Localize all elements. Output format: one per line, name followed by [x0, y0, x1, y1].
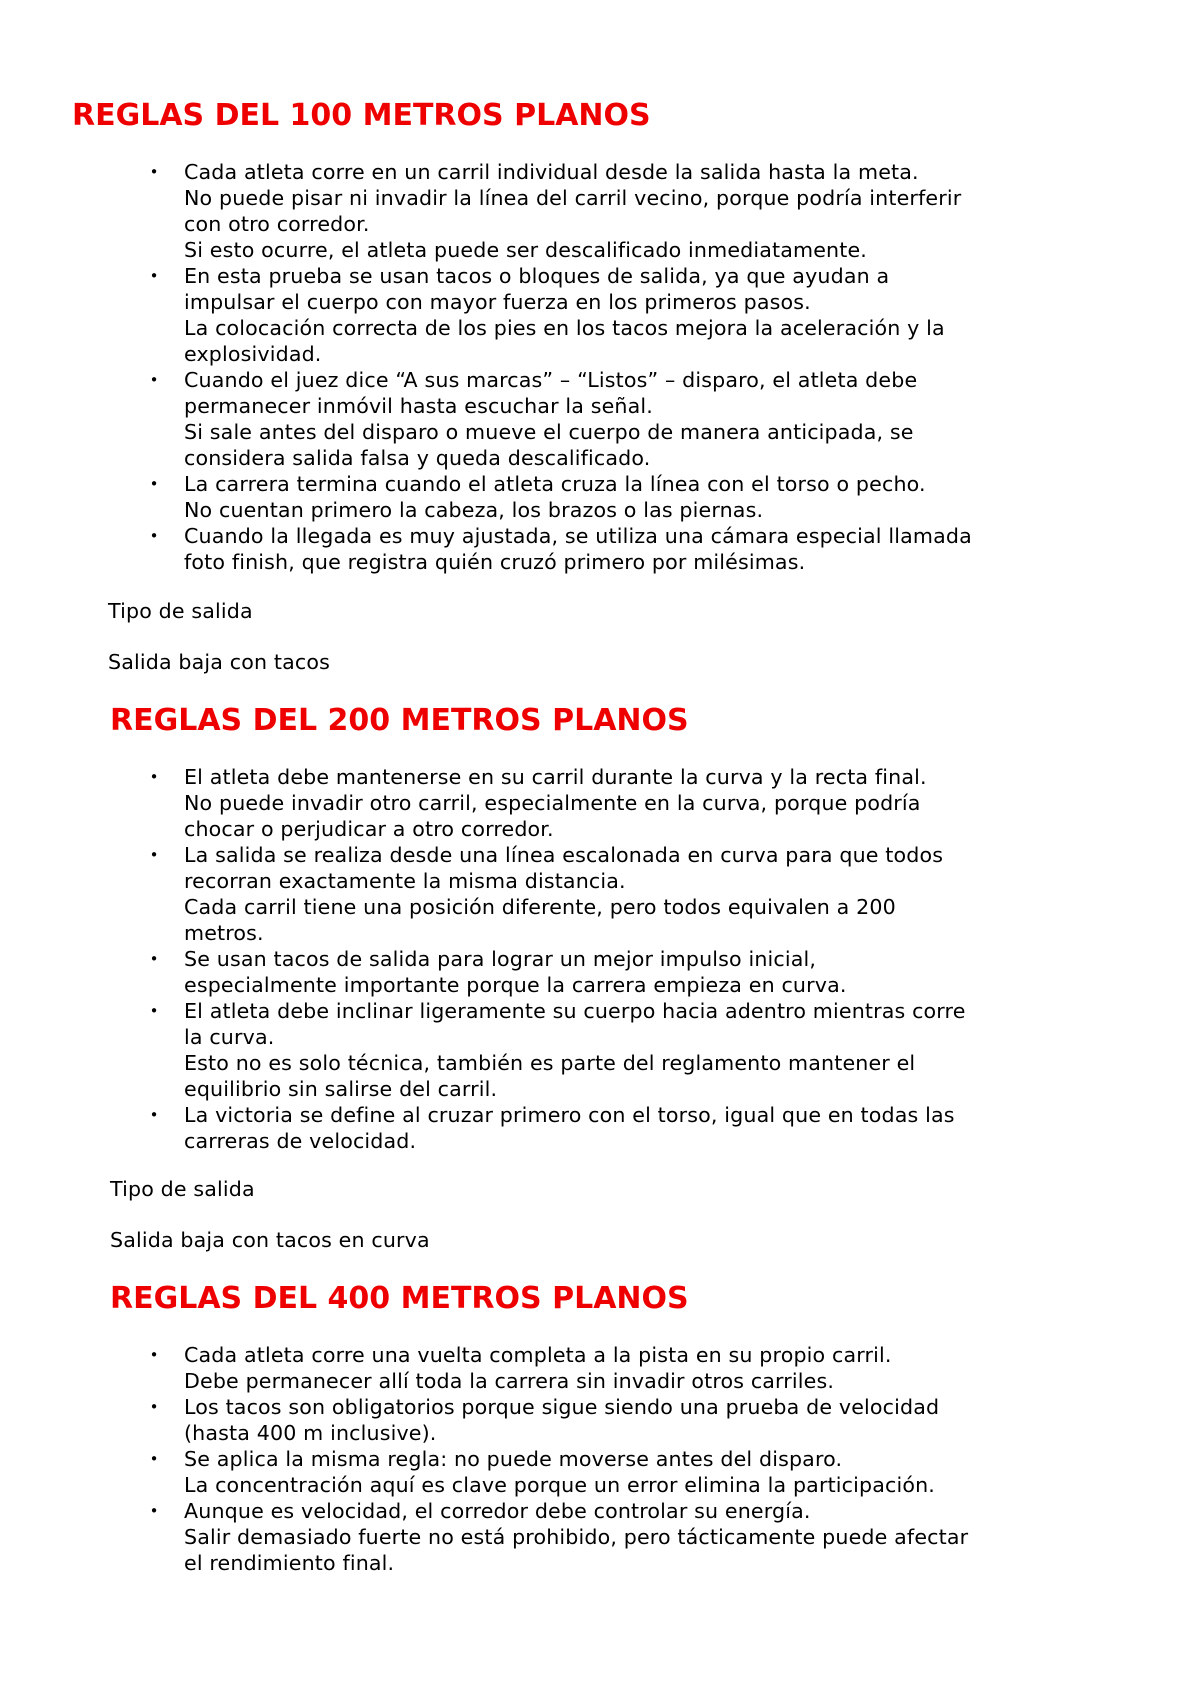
list-item-line: Cuando la llegada es muy ajustada, se utiliza una cámara especial llamada	[184, 524, 972, 548]
list-item-line: Esto no es solo técnica, también es parte del reglamento mantener el	[184, 1051, 916, 1075]
bullet-icon: •	[149, 475, 159, 493]
list-item-line: Los tacos son obligatorios porque sigue siendo una prueba de velocidad	[184, 1395, 940, 1419]
bullet-icon: •	[149, 1502, 159, 1520]
list-item-line: Cuando el juez dice “A sus marcas” – “Listos” – disparo, el atleta debe	[184, 368, 918, 392]
list-item-line: explosividad.	[184, 342, 322, 366]
list-item-line: En esta prueba se usan tacos o bloques de salida, ya que ayudan a	[184, 264, 890, 288]
start-type-value: Salida baja con tacos	[108, 650, 330, 674]
bullet-icon: •	[149, 1002, 159, 1020]
list-item-line: Salir demasiado fuerte no está prohibido, pero tácticamente puede afectar	[184, 1525, 969, 1549]
list-item-line: No puede pisar ni invadir la línea del carril vecino, porque podría interferir	[184, 186, 962, 210]
bullet-icon: •	[149, 768, 159, 786]
rules-list	[0, 764, 1200, 1154]
list-item-line: Cada atleta corre en un carril individual desde la salida hasta la meta.	[184, 160, 919, 184]
bullet-icon: •	[149, 163, 159, 181]
list-item	[0, 1498, 1200, 1576]
list-item	[0, 1102, 1200, 1154]
list-item-line: impulsar el cuerpo con mayor fuerza en los primeros pasos.	[184, 290, 811, 314]
list-item-line: chocar o perjudicar a otro corredor.	[184, 817, 554, 841]
list-item	[0, 1394, 1200, 1446]
list-item-line: La colocación correcta de los pies en los tacos mejora la aceleración y la	[184, 316, 945, 340]
list-item-line: la curva.	[184, 1025, 275, 1049]
list-item-line: Se usan tacos de salida para lograr un mejor impulso inicial,	[184, 947, 817, 971]
start-type-label: Tipo de salida	[108, 599, 253, 623]
list-item	[0, 842, 1200, 946]
list-item-line: permanecer inmóvil hasta escuchar la señal.	[184, 394, 653, 418]
list-item-line: metros.	[184, 921, 264, 945]
bullet-icon: •	[149, 1106, 159, 1124]
list-item-line: El atleta debe mantenerse en su carril durante la curva y la recta final.	[184, 765, 927, 789]
list-item-line: La concentración aquí es clave porque un error elimina la participación.	[184, 1473, 935, 1497]
list-item-line: La carrera termina cuando el atleta cruza la línea con el torso o pecho.	[184, 472, 926, 496]
list-item-line: considera salida falsa y queda descalificado.	[184, 446, 651, 470]
bullet-icon: •	[149, 371, 159, 389]
list-item-line: Debe permanecer allí toda la carrera sin invadir otros carriles.	[184, 1369, 835, 1393]
list-item-line: con otro corredor.	[184, 212, 370, 236]
section-heading: REGLAS DEL 200 METROS PLANOS	[110, 703, 689, 738]
rules-list	[0, 1342, 1200, 1576]
list-item-line: Si esto ocurre, el atleta puede ser descalificado inmediatamente.	[184, 238, 867, 262]
list-item	[0, 471, 1200, 523]
bullet-icon: •	[149, 267, 159, 285]
list-item-line: el rendimiento final.	[184, 1551, 395, 1575]
rules-list	[0, 159, 1200, 575]
list-item	[0, 998, 1200, 1102]
list-item	[0, 1342, 1200, 1394]
list-item-line: Si sale antes del disparo o mueve el cuerpo de manera anticipada, se	[184, 420, 914, 444]
list-item-line: La salida se realiza desde una línea escalonada en curva para que todos	[184, 843, 944, 867]
start-type-value: Salida baja con tacos en curva	[110, 1228, 430, 1252]
list-item-line: recorran exactamente la misma distancia.	[184, 869, 626, 893]
bullet-icon: •	[149, 527, 159, 545]
list-item-line: Cada atleta corre una vuelta completa a la pista en su propio carril.	[184, 1343, 892, 1367]
list-item-line: La victoria se define al cruzar primero con el torso, igual que en todas las	[184, 1103, 955, 1127]
list-item	[0, 946, 1200, 998]
list-item-line: especialmente importante porque la carrera empieza en curva.	[184, 973, 847, 997]
list-item	[0, 367, 1200, 471]
bullet-icon: •	[149, 846, 159, 864]
list-item-line: equilibrio sin salirse del carril.	[184, 1077, 498, 1101]
list-item-line: No cuentan primero la cabeza, los brazos o las piernas.	[184, 498, 764, 522]
list-item	[0, 764, 1200, 842]
list-item-line: Cada carril tiene una posición diferente, pero todos equivalen a 200	[184, 895, 896, 919]
list-item-line: foto finish, que registra quién cruzó primero por milésimas.	[184, 550, 806, 574]
bullet-icon: •	[149, 950, 159, 968]
bullet-icon: •	[149, 1398, 159, 1416]
bullet-icon: •	[149, 1450, 159, 1468]
list-item-line: Se aplica la misma regla: no puede moverse antes del disparo.	[184, 1447, 843, 1471]
list-item	[0, 159, 1200, 263]
list-item-line: carreras de velocidad.	[184, 1129, 417, 1153]
list-item	[0, 263, 1200, 367]
bullet-icon: •	[149, 1346, 159, 1364]
list-item-line: (hasta 400 m inclusive).	[184, 1421, 437, 1445]
list-item-line: No puede invadir otro carril, especialmente en la curva, porque podría	[184, 791, 921, 815]
section-heading: REGLAS DEL 400 METROS PLANOS	[110, 1281, 689, 1316]
start-type-label: Tipo de salida	[110, 1177, 255, 1201]
list-item	[0, 1446, 1200, 1498]
section-heading: REGLAS DEL 100 METROS PLANOS	[72, 98, 651, 133]
list-item-line: Aunque es velocidad, el corredor debe controlar su energía.	[184, 1499, 811, 1523]
list-item	[0, 523, 1200, 575]
list-item-line: El atleta debe inclinar ligeramente su cuerpo hacia adentro mientras corre	[184, 999, 966, 1023]
